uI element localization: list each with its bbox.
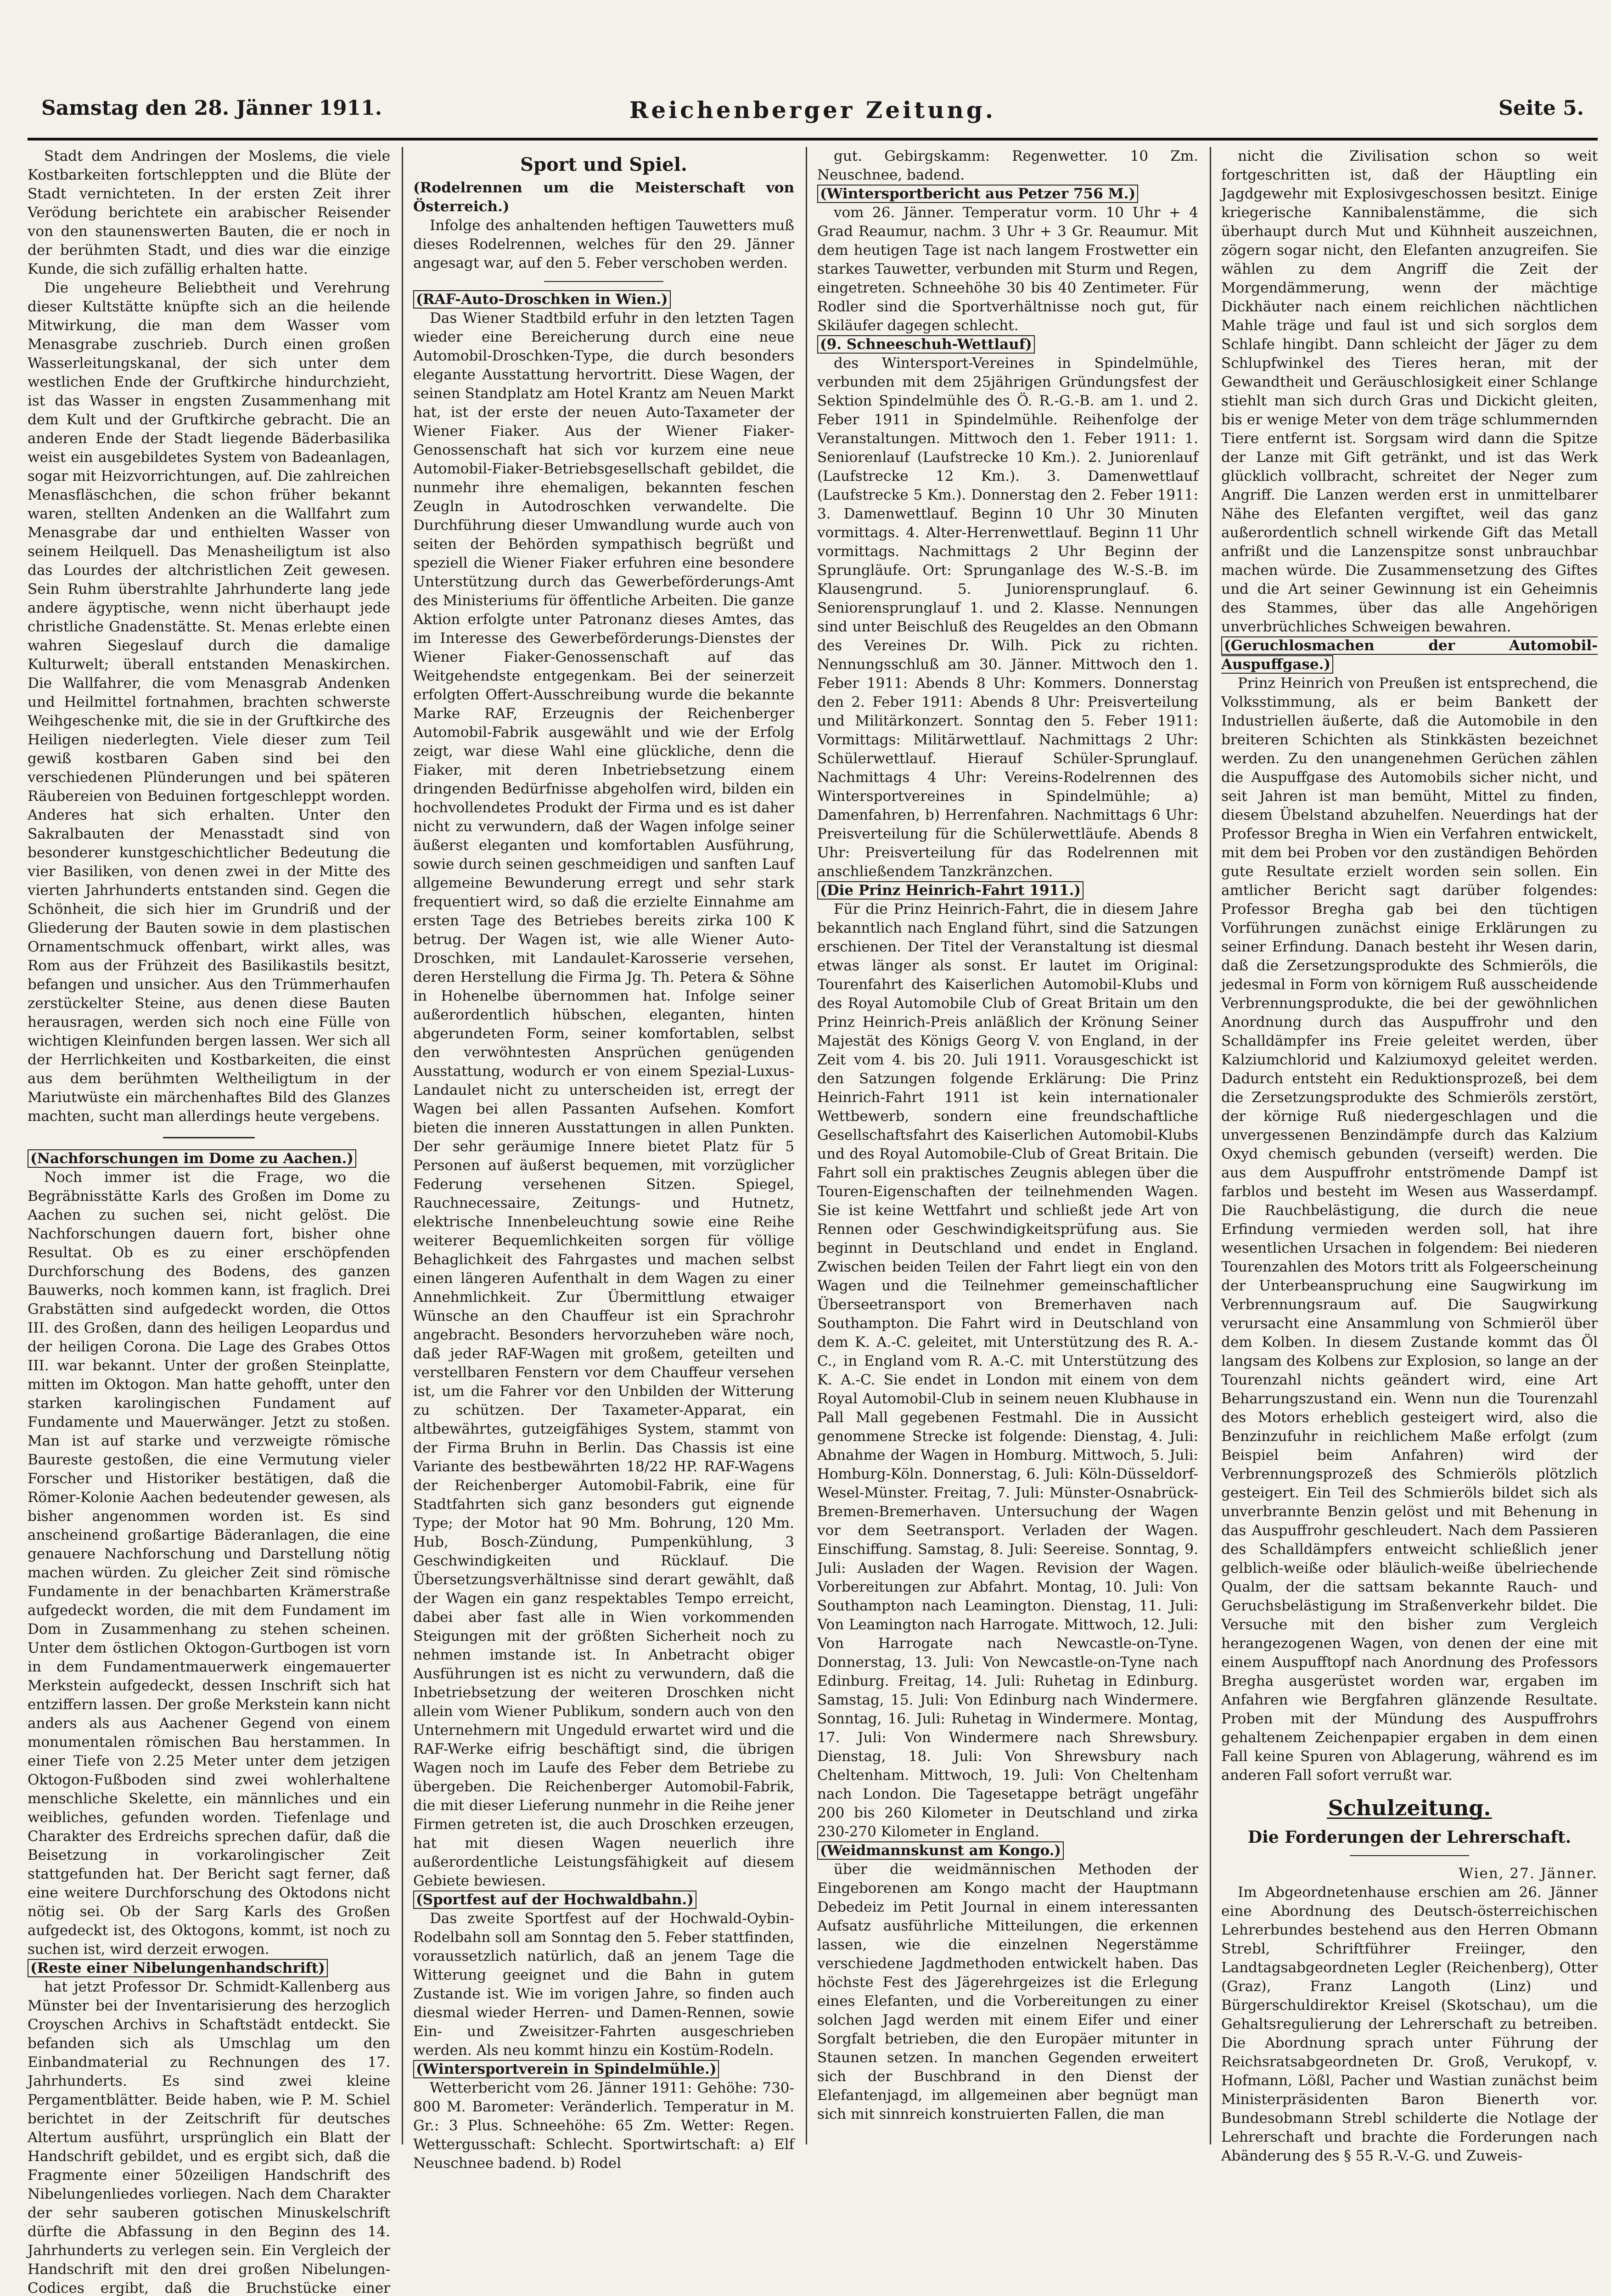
- section-title: Schulzeitung.: [1327, 1799, 1492, 1819]
- article-headline: (Sportfest auf der Hochwaldbahn.): [413, 1891, 696, 1909]
- article-text: vom 26. Jänner. Temperatur vorm. 10 Uhr + 4 Grad Reaumur, nachm. 3 Uhr + 3 Gr. Reaumur. Mit dem heutigen Tage ist nach langem Frostwetter ein starkes Tauwetter, verbunden mit Sturm und Regen, eingetreten. Schneehöhe 30 bis 40 Zentimeter. Für Rodler sind die Sportverhältnisse noch gut, für Skiläufer dagegen schlecht.: [817, 204, 1198, 334]
- column-2: [413, 147, 794, 2172]
- column-1: [28, 147, 390, 2296]
- article-text: des Wintersport-Vereines in Spindelmühle, verbunden mit dem 25jährigen Gründungsfest der Sektion Spindelmühle des Ö. R.-G.-B. am 1. und 2. Feber 1911 in Spindelmühle. Reihenfolge der Veranstaltungen. Mittwoch den 1. Feber 1911: 1. Seniorenlauf (Laufstrecke 10 Km.). 2. Juniorenlauf (Laufstrecke 12 Km.). 3. Damenwettlauf (Laufstrecke 5 Km.). Donnerstag den 2. Feber 1911: 3. Damenwettlauf. Beginn 10 Uhr 30 Minuten vormittags. 4. Alter-Herrenwettlauf. Beginn 11 Uhr vormittags. Nachmittags 2 Uhr Beginn der Sprungläufe. Ort: Sprunganlage des W.-S.-B. im Klausengrund. 5. Juniorensprunglauf. 6. Seniorensprunglauf 1. und 2. Klasse. Nennungen sind unter Beischluß des Reugeldes an den Obmann des Vereines Dr. Wilh. Pick zu richten. Nennungsschluß am 30. Jänner. Mittwoch den 1. Feber 1911: Abends 8 Uhr: Kommers. Donnerstag den 2. Feber 1911: Abends 8 Uhr: Preisverteilung und Militärkonzert. Sonntag den 5. Feber 1911: Vormittags: Militärwettlauf. Nachmittags 2 Uhr: Schülerwettlauf. Hierauf Schüler-Sprunglauf. Nachmittags 4 Uhr: Vereins-Rodelrennen des Wintersportvereines in Spindelmühle; a) Damenfahren, b) Herrenfahren. Nachmittags 6 Uhr: Preisverteilung für die Schülerwettläufe. Abends 8 Uhr: Preisverteilung für das Rodelrennen mit anschließendem Tanzkränzchen.: [817, 355, 1198, 880]
- article-text: gut. Gebirgskamm: Regenwetter. 10 Zm. Neuschnee, badend.: [817, 148, 1198, 183]
- separator: [1350, 1855, 1469, 1856]
- article-headline: (Reste einer Nibelungenhandschrift): [28, 1959, 328, 1977]
- article-text: hat jetzt Professor Dr. Schmidt-Kallenberg aus Münster bei der Inventarisierung des herzoglich Croyschen Archivs in Schaftstädt entdeckt. Sie befanden sich als Umschlag um den Einbandmaterial zu Rechnungen des 17. Jahrhunderts. Es sind zwei kleine Pergamentblätter. Beide haben, wie P. M. Schiel berichtet in der Zeitschrift für deutsches Altertum ausführt, ursprünglich ein Blatt der Handschrift gebildet, und es ergibt sich, daß die Fragmente einer 50zeiligen Handschrift des Nibelungenliedes vorliegen. Nach dem Charakter der sehr sauberen gotischen Minuskelschrift dürfte die Abfassung in den Beginn des 14. Jahrhunderts zu verlegen sein. Ein Vergleich der Handschrift mit den drei großen Nibelungen-Codices ergibt, daß die Bruchstücke einer: [28, 1979, 390, 2296]
- article-text: Prinz Heinrich von Preußen ist entsprechend, die Volksstimmung, als er beim Bankett der Industriellen äußerte, daß die Automobile in den breiteren Schichten als Stinkkästen bezeichnet werden. Zu den unangenehmen Gerüchen zählen die Auspuffgase des Automobils sicher nicht, und seit Jahren ist man bemüht, Mittel zu finden, diesem Übelstand abzuhelfen. Neuerdings hat der Professor Bregha in Wien ein Verfahren entwickelt, mit dem bei Proben vor den zuständigen Behörden gute Resultate erzielt worden sein sollen. Ein amtlicher Bericht sagt darüber folgendes: Professor Bregha gab bei den tüchtigen Vorführungen zunächst einige Erklärungen zu seiner Erfindung. Danach besteht ihr Wesen darin, daß die Zersetzungsprodukte des Schmieröls, die jedesmal in Form von körnigem Ruß ausscheidende Verbrennungsprodukte, die bei der gewöhnlichen Anordnung durch das Auspuffrohr und den Schalldämpfer ins Freie geleitet werden, über Kalziumchlorid und Kalziumoxyd geleitet werden. Dadurch entsteht ein Reduktionsprozeß, bei dem die Zersetzungsprodukte des Schmieröls zerstört, der körnige Ruß niedergeschlagen und die unvergessenen Benzindämpfe durch das Kalzium Oxyd chemisch gebunden (verseift) werden. Die aus dem Auspuffrohr entströmende Dampf ist farblos und besteht im Wesen aus Wasserdampf. Die Rauchbelästigung, die durch die neue Erfindung vermieden werden soll, hat ihre wesentlichen Ursachen in folgendem: Bei niederen Tourenzahlen des Motors tritt als Folgeerscheinung der Unterbeanspruchung eine Saugwirkung im Verbrennungsraum auf. Die Saugwirkung verursacht eine Ansammlung von Schmieröl über dem Kolben. In diesem Zustande kommt das Öl langsam des Kolbens zur Explosion, so lange an der Tourenzahl nichts geändert wird, eine Art Beharrungszustand ein. Wenn nun die Tourenzahl des Motors erheblich gesteigert wird, also die Benzinzufuhr in reichlichem Maße erfolgt (zum Beispiel beim Anfahren) wird der Verbrennungsprozeß des Schmieröls plötzlich gesteigert. Ein Teil des Schmieröls bildet sich als unverbrannte Benzin gelöst und mit Behenung in das Auspuffrohr geschleudert. Nach dem Passieren des Schalldämpfers entweicht schließlich jener gelblich-weiße oder bläulich-weiße übelriechende Qualm, der die sattsam bekannte Rauch- und Geruchsbelästigung im Straßenverkehr bildet. Die Versuche mit den bisher zum Vergleich herangezogenen Wagen, von denen der eine mit einem Auspufftopf nach Anordnung des Professors Bregha ausgerüstet worden war, ergaben im Anfahren wie Bergfahren glänzende Resultate. Proben mit der Mündung des Auspuffrohrs gehaltenem Zeichenpapier ergaben in dem einen Fall keine Spuren von Ablagerung, während es im anderen Fall sofort verrußt war.: [1221, 675, 1598, 1784]
- article-text: Noch immer ist die Frage, wo die Begräbnisstätte Karls des Großen im Dome zu Aachen zu suchen sei, nicht gelöst. Die Nachforschungen dauern fort, bisher ohne Resultat. Ob es zu einer erschöpfenden Durchforschung des Bodens, des ganzen Bauwerks, noch kommen kann, ist fraglich. Drei Grabstätten sind aufgedeckt worden, die Ottos III. des Großen, dann des heiligen Leopardus und der heiligen Corona. Die Lage des Grabes Ottos III. war bekannt. Unter der großen Steinplatte, mitten im Oktogon. Man hatte gehofft, unter den starken karolingischen Fundament auf Fundamente und Mauerwänger. Jetzt zu stoßen. Man ist auf starke und verzweigte römische Baureste gestoßen, die eine Vermutung vieler Forscher und Historiker bestätigen, daß die Römer-Kolonie Aachen bedeutender gewesen, als bisher angenommen worden ist. Es sind anscheinend großartige Bäderanlagen, die eine genauere Nachforschung und Darstellung nötig machen würden. Zu gleicher Zeit sind römische Fundamente in der benachbarten Krämerstraße aufgedeckt worden, die mit dem Fundament im Dom in Zusammenhang zu stehen scheinen. Unter dem östlichen Oktogon-Gurtbogen ist vorn in dem Fundamentmauerwerk eingemauerter Merkstein aufgedeckt, dessen Inschrift sich hat entziffern lassen. Der große Merkstein kann nicht anders als aus Aachener Gegend von einem monumentalen römischen Bau herstammen. In einer Tiefe von 2.25 Meter unter dem jetzigen Oktogon-Fußboden sind zwei wohlerhaltene menschliche Skelette, ein männliches und ein weibliches, gefunden worden. Tiefenlage und Charakter des Erdreichs sprechen dafür, daß die Beisetzung in vorkarolingischer Zeit stattgefunden hat. Der Bericht sagt ferner, daß eine weitere Durchforschung des Oktodons nicht nötig sei. Ob der Sarg Karls des Großen aufgedeckt ist, des Oktogons, kommt, ist noch zu suchen ist, wird derzeit erwogen.: [28, 1169, 390, 1958]
- article-text: nicht die Zivilisation schon so weit fortgeschritten ist, daß der Häuptling ein Jagdgewehr mit Explosivgeschossen besitzt. Einige kriegerische Kannibalenstämme, die sich überhaupt durch Mut und Kühnheit auszeichnen, zögern sogar nicht, den Elefanten anzugreifen. Sie wählen zu dem Angriff die Zeit der Morgendämmerung, wenn der mächtige Dickhäuter nach einem reichlichen nächtlichen Mahle träge und faul ist und sich sorglos dem Schlafe hingibt. Dann schleicht der Jäger zu dem Schlupfwinkel des Tieres heran, mit der Gewandtheit und Geräuschlosigkeit einer Schlange stiehlt man sich durch Gras und Dickicht gleiten, bis er wenige Meter von dem träge schlummernden Tiere entfernt ist. Sorgsam wird dann die Spitze der Lanze mit Gift getränkt, und ist das Werk glücklich vollbracht, schreitet der Neger zum Angriff. Die Lanzen werden erst in unmittelbarer Nähe des Elefanten vergiftet, weil das ganz außerordentlich schnell wirkende Gift das Metall anfrißt und die Lanzenspitze sonst unbrauchbar machen würde. Die Zusammensetzung des Giftes und die Art seiner Gewinnung ist ein Geheimnis des Stammes, über das alle Angehörigen unverbrüchliches Schweigen bewahren.: [1221, 148, 1598, 635]
- page-number: Seite 5.: [1498, 96, 1584, 120]
- article-headline: (Die Prinz Heinrich-Fahrt 1911.): [817, 881, 1083, 900]
- issue-date: Samstag den 28. Jänner 1911.: [41, 96, 382, 120]
- dateline: Wien, 27. Jänner.: [1459, 1865, 1598, 1882]
- article-headline: (Weidmannskunst am Kongo.): [817, 1841, 1064, 1860]
- column-4: [1221, 147, 1598, 2164]
- section-title: Sport und Spiel.: [520, 154, 687, 175]
- article-text: Infolge des anhaltenden heftigen Tauwetters muß dieses Rodelrennen, welches für den 29. Jänner angesagt war, auf den 5. Feber verschoben werden.: [413, 217, 794, 271]
- column-rule: [806, 147, 807, 2144]
- article-headline: (Wintersportbericht aus Petzer 756 M.): [817, 185, 1138, 203]
- article-headline: (RAF-Auto-Droschken in Wien.): [413, 290, 671, 309]
- separator: [163, 1137, 255, 1138]
- article-headline: (Rodelrennen um die Meisterschaft von Österreich.): [413, 180, 794, 215]
- column-rule: [1210, 147, 1211, 2144]
- article-text: Stadt dem Andringen der Moslems, die viele Kostbarkeiten fortschleppten und die Blüte der Stadt vernichteten. In der ersten Zeit ihrer Verödung berichtete ein arabischer Reisender von den staunenswerten Bauten, die er noch in der berühmten Stadt, und dies war die einzige Kunde, die sich zufällig erhalten hatte.: [28, 148, 390, 277]
- article-headline: Die Forderungen der Lehrerschaft.: [1247, 1828, 1572, 1847]
- article-text: Für die Prinz Heinrich-Fahrt, die in diesem Jahre bekanntlich nach England führt, sind die Satzungen erschienen. Der Titel der Veranstaltung ist diesmal etwas länger als sonst. Er lautet im Original: Tourenfahrt des Kaiserlichen Automobil-Klubs und des Royal Automobile Club of Great Britain um den Prinz Heinrich-Preis anläßlich der Krönung Seiner Majestät des Königs Georg V. von England, in der Zeit vom 4. bis 20. Juli 1911. Vorausgeschickt ist den Satzungen folgende Erklärung: Die Prinz Heinrich-Fahrt 1911 ist kein internationaler Wettbewerb, sondern eine freundschaftliche Gesellschaftsfahrt des Kaiserlichen Automobil-Klubs und des Royal Automobile-Club of Great Britain. Die Fahrt soll ein praktisches Zeugnis ablegen über die Touren-Eigenschaften der teilnehmenden Wagen. Sie ist keine Wettfahrt und schließt jede Art von Rennen oder Geschwindigkeitsprüfung aus. Sie beginnt in Deutschland und endet in England. Zwischen beiden Teilen der Fahrt liegt ein von den Wagen und die Teilnehmer gemeinschaftlicher Überseetransport von Bremerhaven nach Southampton. Die Fahrt wird in Deutschland von dem K. A.-C. geleitet, mit Unterstützung des R. A.-C., in England vom R. A.-C. mit Unterstützung des K. A.-C. Sie endet in London mit einem von dem Royal Automobil-Club in seinem neuen Klubhause in Pall Mall gegebenen Festmahl. Die in Aussicht genommene Strecke ist folgende: Dienstag, 4. Juli: Abnahme der Wagen in Homburg. Mittwoch, 5. Juli: Homburg-Köln. Donnerstag, 6. Juli: Köln-Düsseldorf-Wesel-Münster. Freitag, 7. Juli: Münster-Osnabrück-Bremen-Bremerhaven. Untersuchung der Wagen vor dem Seetransport. Verladen der Wagen. Einschiffung. Samstag, 8. Juli: Seereise. Sonntag, 9. Juli: Ausladen der Wagen. Revision der Wagen. Vorbereitungen zur Abfahrt. Montag, 10. Juli: Von Southampton nach Leamington. Dienstag, 11. Juli: Von Leamington nach Harrogate. Mittwoch, 12. Juli: Von Harrogate nach Newcastle-on-Tyne. Donnerstag, 13. Juli: Von Newcastle-on-Tyne nach Edinburg. Freitag, 14. Juli: Ruhetag in Edinburg. Samstag, 15. Juli: Von Edinburg nach Windermere. Sonntag, 16. Juli: Ruhetag in Windermere. Montag, 17. Juli: Von Windermere nach Shrewsbury. Dienstag, 18. Juli: Von Shrewsbury nach Cheltenham. Mittwoch, 19. Juli: Von Cheltenham nach London. Die Tagesetappe beträgt ungefähr 200 bis 260 Kilometer in Deutschland und zirka 230-270 Kilometer in England.: [817, 901, 1198, 1840]
- article-text: Das zweite Sportfest auf der Hochwald-Oybin-Rodelbahn soll am Sonntag den 5. Feber stattfinden, voraussetzlich natürlich, daß an jenem Tage die Witterung geeignet und die Bahn in gutem Zustande ist. Wie im vorigen Jahre, so finden auch diesmal wieder Herren- und Damen-Rennen, sowie Ein- und Zweisitzer-Fahrten ausgeschrieben werden. Als neu kommt hinzu ein Kostüm-Rodeln.: [413, 1910, 794, 2059]
- page-header: [28, 87, 1598, 141]
- article-text: Wetterbericht vom 26. Jänner 1911: Gehöhe: 730-800 M. Barometer: Veränderlich. Temperatur in M. Gr.: 3 Plus. Schneehöhe: 65 Zm. Wetter: Regen. Wettergusschaft: Schlecht. Sportwirtschaft: a) Elf Neuschnee badend. b) Rodel: [413, 2080, 794, 2172]
- article-headline: (Nachforschungen im Dome zu Aachen.): [28, 1149, 356, 1168]
- article-text: über die weidmännischen Methoden der Eingeborenen am Kongo macht der Hauptmann Debedeiz im Petit Journal in einem interessanten Aufsatz ausführliche Mitteilungen, die erkennen lassen, wie die einzelnen Negerstämme verschiedene Jagdmethoden entwickelt haben. Das höchste Fest des Jägerehrgeizes ist die Erlegung eines Elefanten, und die Vorbereitungen zu einer solchen Jagd werden mit einem Eifer und einer Sorgfalt betrieben, die den Europäer mitunter in Staunen setzen. In manchen Gegenden erweitert sich der Buschbrand in den Dienst der Elefantenjagd, im allgemeinen aber begnügt man sich mit sinnreich konstruierten Fallen, die man: [817, 1861, 1198, 2122]
- newspaper-page: [28, 87, 1598, 2296]
- column-3: [817, 147, 1198, 2144]
- article-headline: (Wintersportverein in Spindelmühle.): [413, 2060, 719, 2078]
- article-text: Das Wiener Stadtbild erfuhr in den letzten Tagen wieder eine Bereicherung durch eine neue Automobil-Droschken-Type, die durch besonders elegante Ausstattung hervortritt. Diese Wagen, der seinen Standplatz am Hotel Krantz am Neuen Markt hat, ist der erste der neuen Auto-Taxameter der Wiener Fiaker. Aus der Wiener Fiaker-Genossenschaft hat sich vor kurzem eine neue Automobil-Fiaker-Betriebsgesellschaft gebildet, die nunmehr ihre ehemaligen, bekannten feschen Zeugln in Autodroschken verwandelte. Die Durchführung dieser Umwandlung wurde auch von seiten der Behörden sympathisch begrüßt und speziell die Wiener Fiaker erfuhren eine besondere Unterstützung durch das Gewerbeförderungs-Amt des Ministeriums für öffentliche Arbeiten. Die ganze Aktion erfolgte unter Patronanz dieses Amtes, das im Interesse des Gewerbeförderungs-Dienstes der Wiener Fiaker-Genossenschaft auf das Weitgehendste entgegenkam. Bei der seinerzeit erfolgten Offert-Ausschreibung wurde die bekannte Marke RAF, Erzeugnis der Reichenberger Automobil-Fabrik ausgewählt und wie der Erfolg zeigt, war diese Wahl eine glückliche, denn die Fiaker, mit deren Inbetriebsetzung einem dringenden Bedürfnisse abgeholfen wird, bilden ein hochvollendetes Produkt der Firma und es ist daher nicht zu verwundern, daß der Wagen infolge seiner äußerst eleganten und komfortablen Ausführung, sowie durch seinen geschmeidigen und sanften Lauf allgemeine Bewunderung erregt und sehr stark frequentiert wird, so daß die erzielte Einnahme am ersten Tage des Betriebes bereits zirka 100 K betrug. Der Wagen ist, wie alle Wiener Auto-Droschken, mit Landaulet-Karosserie versehen, deren Herstellung die Firma Jg. Th. Petera & Söhne in Hohenelbe übernommen hat. Infolge seiner außerordentlich hübschen, eleganten, hinten abgerundeten Form, seiner komfortablen, selbst den verwöhntesten Ansprüchen genügenden Ausstattung, wodurch er von einem Spezial-Luxus-Landaulet nicht zu unterscheiden ist, erregt der Wagen bei allen Passanten Aufsehen. Komfort bieten die inneren Ausstattungen in allen Punkten. Der sehr geräumige Innere bietet Platz für 5 Personen auf äußerst bequemen, mit vorzüglicher Federung versehenen Sitzen. Spiegel, Rauchnecessaire, Zeitungs- und Hutnetz, elektrische Innenbeleuchtung sowie eine Reihe weiterer Bequemlichkeiten sorgen für völlige Behaglichkeit des Fahrgastes und machen selbst einen längeren Aufenthalt in dem Wagen zu einer Annehmlichkeit. Zur Übermittlung etwaiger Wünsche an den Chauffeur ist ein Sprachrohr angebracht. Besonders hervorzuheben wäre noch, daß jeder RAF-Wagen mit großem, geteilten und verstellbaren Fenstern vor dem Chauffeur versehen ist, um die Fahrer vor den Unbilden der Witterung zu schützen. Der Taxameter-Apparat, ein altbewährtes, gutzeigfähiges System, stammt von der Firma Bruhn in Berlin. Das Chassis ist eine Variante des bestbewährten 18/22 HP. RAF-Wagens der Reichenberger Automobil-Fabrik, eine für Stadtfahrten sich ganz besonders gut eignende Type; der Motor hat 90 Mm. Bohrung, 120 Mm. Hub, Bosch-Zündung, Pumpenkühlung, 3 Geschwindigkeiten und Rücklauf. Die Übersetzungsverhältnisse sind derart gewählt, daß der Wagen ein ganz respektables Tempo erreicht, dabei aber fast alle in Wien vorkommenden Steigungen mit der größten Sicherheit noch zu nehmen imstande ist. In Anbetracht obiger Ausführungen ist es nicht zu verwundern, daß die Inbetriebsetzung der weiteren Droschken nicht allein vom Wiener Publikum, sondern auch von den Unternehmern mit Ungeduld erwartet wird und die RAF-Werke eifrig beschäftigt sind, die übrigen Wagen noch im Laufe des Feber dem Betriebe zu übergeben. Die Reichenberger Automobil-Fabrik, die mit dieser Lieferung nunmehr in die Reihe jener Firmen getreten ist, die auch Droschken erzeugen, hat mit diesen Wagen neuerlich ihre außerordentliche Leistungsfähigkeit auf diesem Gebiete bewiesen.: [413, 310, 794, 1889]
- article-headline: (9. Schneeschuh-Wettlauf): [817, 335, 1035, 354]
- article-text: Die ungeheure Beliebtheit und Verehrung dieser Kultstätte knüpfte sich an die heilende Mitwirkung, die man dem Wasser vom Menasgrabe zuschrieb. Durch einen großen Wasserleitungskanal, der sich unter dem westlichen Ende der Gruftkirche hindurchzieht, ist das Wasser in engsten Zusammenhang mit dem Kult und der Gruftkirche gebracht. Die an anderen Ende der Stadt liegende Bäderbasilika weist ein ausgebildetes System von Badeanlagen, sogar mit Heizvorrichtungen, auf. Die zahlreichen Menasfläschchen, die schon früher bekannt waren, stellten Andenken an die Wallfahrt zum Menasgrabe dar und enthielten Wasser von seinem Heilquell. Das Menasheiligtum ist also das Lourdes der altchristlichen Zeit gewesen. Sein Ruhm überstrahlte Jahrhunderte lang jede andere ägyptische, wenn nicht überhaupt jede christliche Gnadenstätte. St. Menas erlebte einen wahren Siegeslauf durch die damalige Kulturwelt; überall entstanden Menaskirchen. Die Wallfahrer, die vom Menasgrab Andenken und Heilmittel fortnahmen, brachten schwerste Weihgeschenke mit, die sie in der Gruftkirche des Heiligen niederlegten. Viele dieser zum Teil gewiß kostbaren Gaben sind bei den verschiedenen Plünderungen und bei späteren Räubereien von Beduinen fortgeschleppt worden. Anderes hat sich erhalten. Unter den Sakralbauten der Menasstadt sind von besonderer kunstgeschichtlicher Bedeutung die vier Basiliken, von denen zwei in der Mitte des vierten Jahrhunderts entstanden sind. Gegen die Schönheit, die sich hier im Grundriß und der Gliederung der Bauten sowie in dem plastischen Ornamentschmuck offenbart, wirkt alles, was Rom aus der Frühzeit des Basilikastils besitzt, befangen und unsicher. Aus den Trümmerhaufen zerstückelter Steine, aus denen diese Bauten herausragen, werden sich noch eine Fülle von wichtigen Kleinfunden bergen lassen. Wer sich all der Herrlichkeiten und Kostbarkeiten, die einst aus dem berühmten Weltheiligtum in der Mariutwüste ein märchenhaftes Bild des Glanzes machten, sucht man allerdings heute vergebens.: [28, 280, 390, 1125]
- separator: [544, 281, 663, 282]
- masthead: Reichenberger Zeitung.: [629, 96, 996, 124]
- article-text: Im Abgeordnetenhause erschien am 26. Jänner eine Abordnung des Deutsch-österreichischen Lehrerbundes bestehend aus den Herren Obmann Strebl, Schriftführer Freiinger, den Landtagsabgeordneten Legler (Reichenberg), Otter (Graz), Franz Langoth (Linz) und Bürgerschuldirektor Kreisel (Skotschau), um die Gehaltsregulierung der Lehrerschaft zu betreiben. Die Abordnung sprach unter Führung der Reichsratsabgeordneten Dr. Groß, Verukopf, v. Hofmann, Lößl, Pacher und Wastian zunächst beim Ministerpräsidenten Baron Bienerth vor. Bundesobmann Strebl schilderte die Notlage der Lehrerschaft und brachte die Forderungen nach Abänderung des § 55 R.-V.-G. und Zuweis-: [1221, 1884, 1598, 2164]
- article-headline: (Geruchlosmachen der Automobil-Auspuffgase.): [1221, 637, 1598, 673]
- column-rule: [402, 147, 403, 2144]
